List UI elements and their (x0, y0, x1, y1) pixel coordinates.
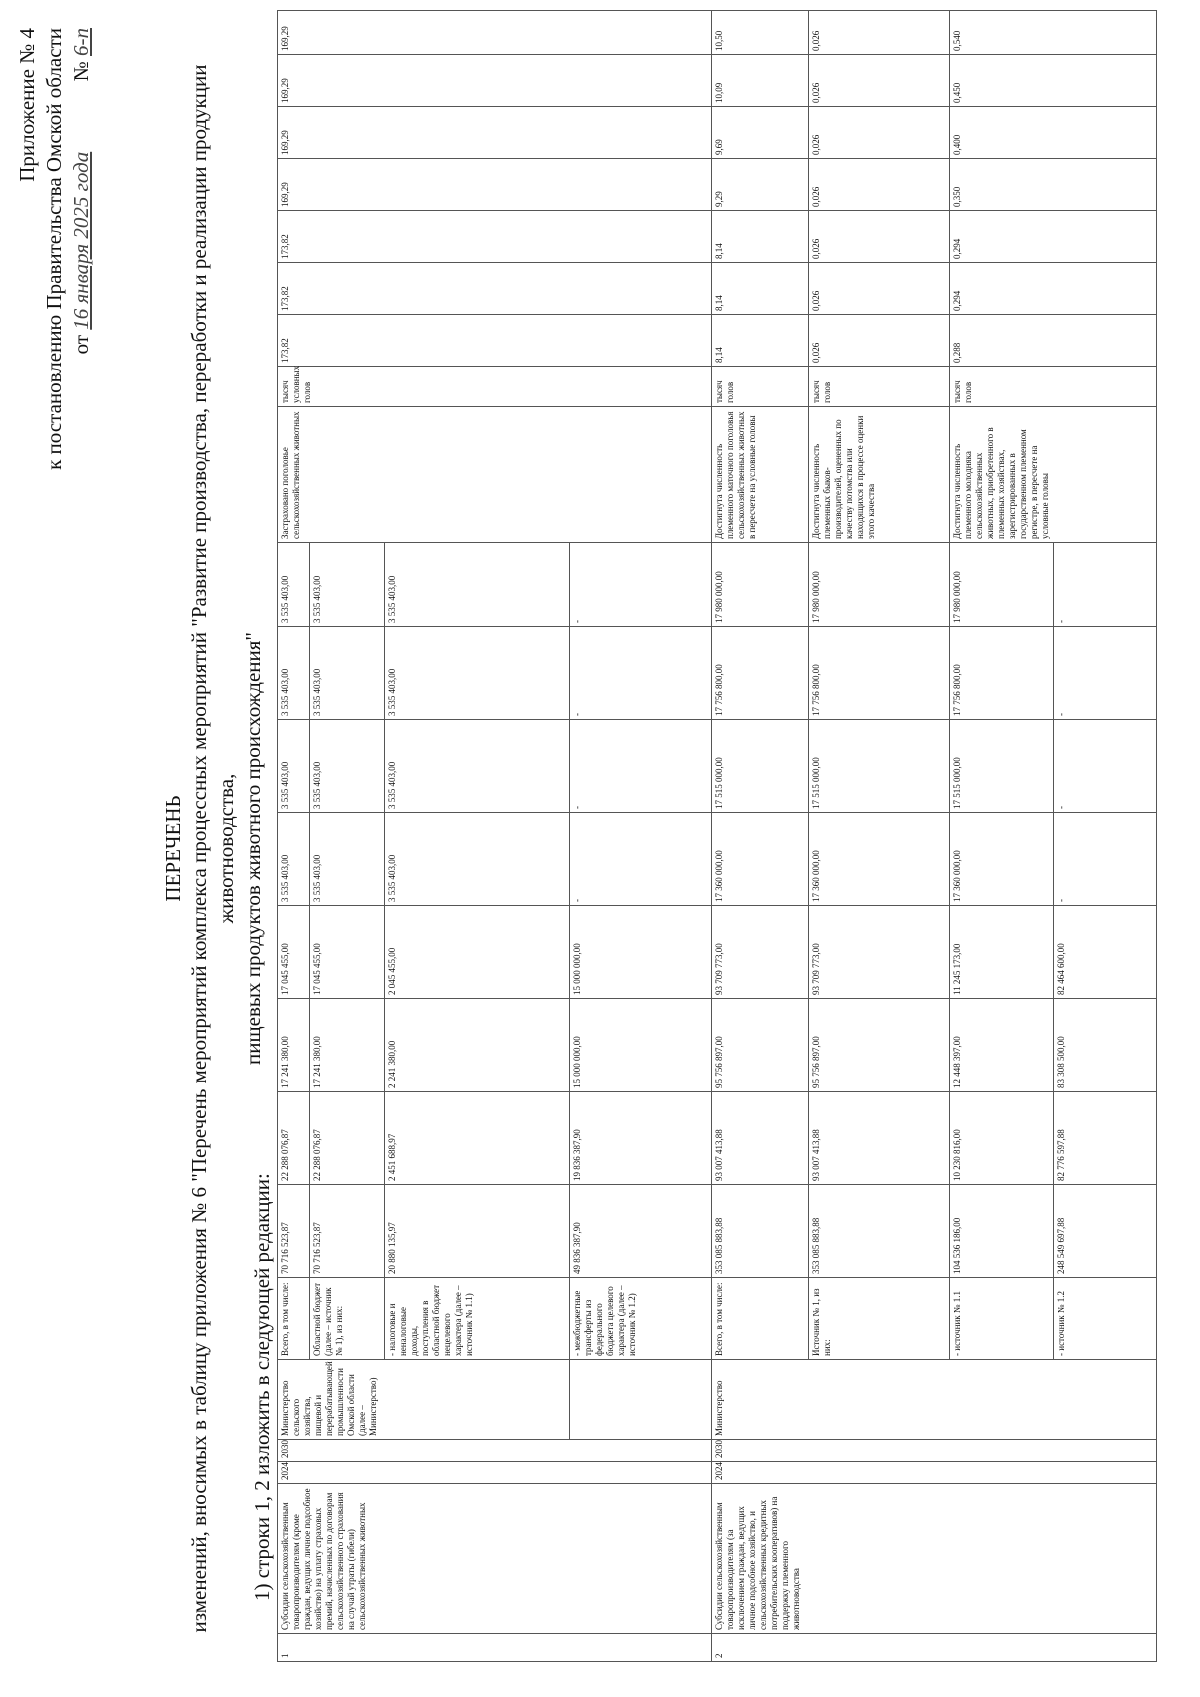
target-2024: 173,82 (278, 315, 712, 367)
funding-2029: 17 756 800,00 (808, 627, 949, 720)
funding-source: - налоговые и неналоговые доходы, поступления в областной бюджет нецелевого характера (далее – источник № 1.1) (385, 1278, 570, 1360)
funding-source: Всего, в том числе: (278, 1278, 310, 1360)
end-year: 2030 (278, 1440, 712, 1462)
target-2028: 9,69 (711, 107, 808, 159)
funding-source: Всего, в том числе: (711, 1278, 808, 1360)
funding-2030: 17 980 000,00 (950, 543, 1053, 627)
funding-2026: 93 709 773,00 (808, 906, 949, 999)
funding-2030: 17 980 000,00 (808, 543, 949, 627)
target-2027: 0,350 (950, 159, 1157, 211)
funding-2027: 17 360 000,00 (711, 813, 808, 906)
funding-2028: 17 515 000,00 (711, 720, 808, 813)
funding-source: - источник № 1.1 (950, 1278, 1053, 1360)
funding-2024: 22 288 076,87 (278, 1092, 310, 1185)
funding-2026: 17 045 455,00 (309, 906, 385, 999)
funding-2028: 3 535 403,00 (309, 720, 385, 813)
measures-table (277, 10, 1157, 1662)
target-2027: 0,026 (808, 159, 949, 211)
funding-2025: 95 756 897,00 (711, 999, 808, 1092)
target-2029: 10,09 (711, 55, 808, 107)
funding-total: 353 085 883,88 (711, 1185, 808, 1278)
funding-2026: 82 464 600,00 (1053, 906, 1156, 999)
indicator-unit: тысяч голов (808, 367, 949, 407)
funding-2028: 3 535 403,00 (385, 720, 570, 813)
funding-2027: 3 535 403,00 (309, 813, 385, 906)
executor-empty (570, 1360, 711, 1440)
funding-total: 353 085 883,88 (808, 1185, 949, 1278)
target-2026: 8,14 (711, 211, 808, 263)
funding-2029: - (570, 627, 711, 720)
funding-2029: - (1053, 627, 1156, 720)
measure-name: Субсидии сельскохозяйственным товаропроизводителям (кроме граждан, ведущих личное подсобное хозяйство) на уплату страховых премий, начисленных по договорам сельскохозяйственного страхования на случай утраты (гибели) сельскохозяйственных животных (278, 1484, 712, 1634)
funding-2026: 93 709 773,00 (711, 906, 808, 999)
funding-source: Областной бюджет (далее – источник № 1), из них: (309, 1278, 385, 1360)
document-subtitle: изменений, вносимых в таблицу приложения № 6 "Перечень мероприятий комплекса процессных мероприятий "Развитие производства, переработки и реализации продукции животноводства, пищевых продуктов животного происхождения" (187, 64, 265, 1633)
appendix-date-line: от 16 января 2025 года № 6-п (69, 28, 93, 355)
target-2029: 0,026 (808, 55, 949, 107)
funding-2029: 17 756 800,00 (711, 627, 808, 720)
funding-2026: 2 045 455,00 (385, 906, 570, 999)
funding-total: 70 716 523,87 (309, 1185, 385, 1278)
target-2027: 169,29 (278, 159, 712, 211)
lead-text: 1) строки 1, 2 изложить в следующей редакции: (250, 1173, 274, 1601)
funding-2024: 19 836 387,90 (570, 1092, 711, 1185)
funding-2027: - (570, 813, 711, 906)
funding-total: 70 716 523,87 (278, 1185, 310, 1278)
funding-2024: 22 288 076,87 (309, 1092, 385, 1185)
executor: Министерство сельского хозяйства, пищевой и перерабатывающей промышленности Омской области (далее – Министерство) (278, 1360, 570, 1440)
funding-total: 248 549 697,88 (1053, 1185, 1156, 1278)
target-2025: 8,14 (711, 263, 808, 315)
funding-2028: 17 515 000,00 (808, 720, 949, 813)
funding-2028: 3 535 403,00 (278, 720, 310, 813)
target-2024: 0,288 (950, 315, 1157, 367)
indicator-unit: тысяч условных голов (278, 367, 712, 407)
funding-2028: - (570, 720, 711, 813)
row-number: 2 (711, 1634, 1157, 1662)
target-2028: 169,29 (278, 107, 712, 159)
funding-2024: 10 230 816,00 (950, 1092, 1053, 1185)
start-year: 2024 (278, 1462, 712, 1484)
funding-2027: 3 535 403,00 (385, 813, 570, 906)
funding-2024: 93 007 413,88 (808, 1092, 949, 1185)
target-2027: 9,29 (711, 159, 808, 211)
appendix-doc-number: 6-п (69, 28, 93, 56)
table-row (711, 11, 808, 1662)
funding-2024: 2 451 688,97 (385, 1092, 570, 1185)
indicator-unit: тысяч голов (711, 367, 808, 407)
funding-total: 20 880 135,97 (385, 1185, 570, 1278)
funding-source: - межбюджетные трансферты из федерального бюджета целевого характера (далее – источник № 1.2) (570, 1278, 711, 1360)
appendix-date: 16 января 2025 года (69, 151, 93, 330)
target-2025: 173,82 (278, 263, 712, 315)
funding-2024: 82 776 597,88 (1053, 1092, 1156, 1185)
funding-2028: 17 515 000,00 (950, 720, 1053, 813)
appendix-resolution: к постановлению Правительства Омской области (42, 28, 66, 470)
funding-2027: 3 535 403,00 (278, 813, 310, 906)
funding-2027: - (1053, 813, 1156, 906)
funding-2027: 17 360 000,00 (950, 813, 1053, 906)
indicator-name: Достигнута численность племенного маточного поголовья сельскохозяйственных животных в пересчете на условные головы (711, 407, 808, 543)
indicator-name: Достигнута численность племенных быков-производителей, оцененных по качеству потомства или находящихся в процессе оценки этого качества (808, 407, 949, 543)
funding-2026: 11 245 173,00 (950, 906, 1053, 999)
funding-2030: 3 535 403,00 (309, 543, 385, 627)
funding-2025: 17 241 380,00 (309, 999, 385, 1092)
appendix-block (14, 28, 95, 470)
target-2025: 0,026 (808, 263, 949, 315)
funding-2028: - (1053, 720, 1156, 813)
target-2030: 169,29 (278, 11, 712, 55)
row-number: 1 (278, 1634, 712, 1662)
executor: Министерство (711, 1360, 1157, 1440)
funding-2030: - (1053, 543, 1156, 627)
target-2029: 169,29 (278, 55, 712, 107)
target-2028: 0,026 (808, 107, 949, 159)
end-year: 2030 (711, 1440, 1157, 1462)
target-2029: 0,450 (950, 55, 1157, 107)
start-year: 2024 (711, 1462, 1157, 1484)
indicator-name: Застраховано поголовье сельскохозяйственных животных (278, 407, 712, 543)
funding-2024: 93 007 413,88 (711, 1092, 808, 1185)
funding-2030: 17 980 000,00 (711, 543, 808, 627)
target-2030: 0,026 (808, 11, 949, 55)
appendix-number: Приложение № 4 (15, 28, 39, 182)
funding-source: Источник № 1, из них: (808, 1278, 949, 1360)
funding-2027: 17 360 000,00 (808, 813, 949, 906)
funding-2029: 3 535 403,00 (309, 627, 385, 720)
funding-2026: 15 000 000,00 (570, 906, 711, 999)
indicator-name: Достигнута численность племенного молодняка сельскохозяйственных животных, приобретенного в племенных хозяйствах, зарегистрированных в государственном племенном регистре, в пересчете на условные головы (950, 407, 1157, 543)
target-2026: 0,026 (808, 211, 949, 263)
funding-2025: 95 756 897,00 (808, 999, 949, 1092)
funding-2025: 83 308 500,00 (1053, 999, 1156, 1092)
funding-2025: 15 000 000,00 (570, 999, 711, 1092)
funding-2025: 12 448 397,00 (950, 999, 1053, 1092)
funding-2029: 17 756 800,00 (950, 627, 1053, 720)
funding-2030: - (570, 543, 711, 627)
target-2030: 0,540 (950, 11, 1157, 55)
funding-2025: 17 241 380,00 (278, 999, 310, 1092)
funding-2029: 3 535 403,00 (278, 627, 310, 720)
target-2026: 173,82 (278, 211, 712, 263)
target-2028: 0,400 (950, 107, 1157, 159)
target-2024: 0,026 (808, 315, 949, 367)
funding-total: 104 536 186,00 (950, 1185, 1053, 1278)
funding-2029: 3 535 403,00 (385, 627, 570, 720)
table-row (278, 11, 310, 1662)
target-2025: 0,294 (950, 263, 1157, 315)
measure-name: Субсидии сельскохозяйственным товаропроизводителям (за исключением граждан, ведущих личное подсобное хозяйство, и сельскохозяйственных кредитных потребительских кооперативов) на поддержку племенного животноводства (711, 1484, 1157, 1634)
funding-2026: 17 045 455,00 (278, 906, 310, 999)
indicator-unit: тысяч голов (950, 367, 1157, 407)
document-title: ПЕРЕЧЕНЬ (161, 795, 185, 902)
funding-total: 49 836 387,90 (570, 1185, 711, 1278)
target-2026: 0,294 (950, 211, 1157, 263)
target-2024: 8,14 (711, 315, 808, 367)
funding-2030: 3 535 403,00 (385, 543, 570, 627)
funding-source: - источник № 1.2 (1053, 1278, 1156, 1360)
funding-2030: 3 535 403,00 (278, 543, 310, 627)
target-2030: 10,50 (711, 11, 808, 55)
funding-2025: 2 241 380,00 (385, 999, 570, 1092)
